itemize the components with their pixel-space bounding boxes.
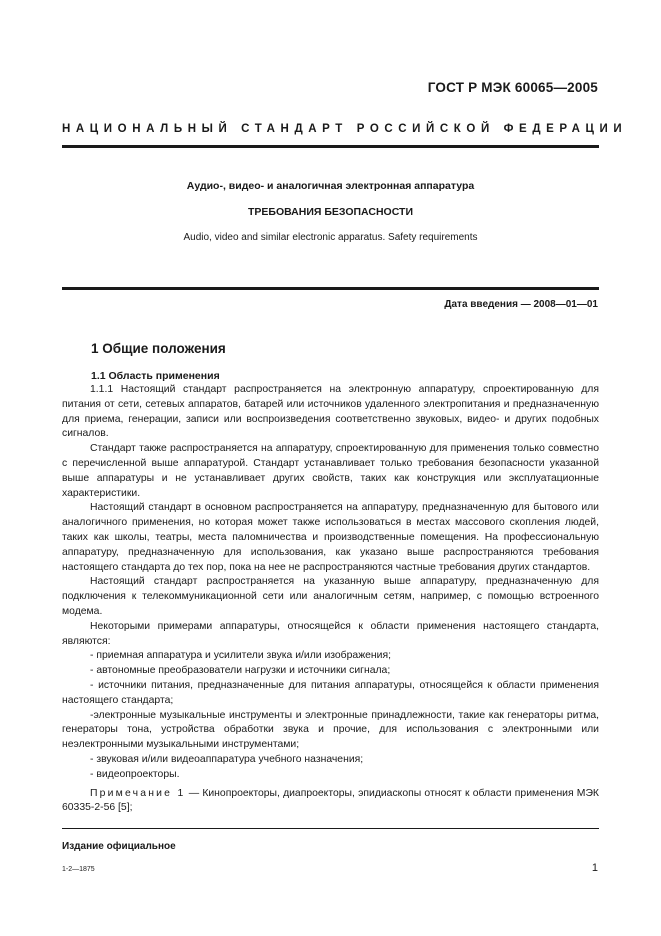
page-number: 1 <box>591 862 598 874</box>
note-text: — Кинопроекторы, диапроекторы, эпидиаскопы относят к области применения МЭК 60335-2-56 [5]; <box>62 787 599 814</box>
title-divider <box>62 287 599 290</box>
footer-divider <box>62 828 599 829</box>
document-code: ГОСТ Р МЭК 60065—2005 <box>427 80 598 95</box>
print-code: 1-2—1875 <box>62 866 95 873</box>
list-item: - источники питания, предназначенные для питания аппаратуры, относящейся к области применения настоящего стандарта; <box>62 679 599 706</box>
list-item: -электронные музыкальные инструменты и электронные принадлежности, такие как генераторы ритма, генераторы тона, устройства обработки звука и прочие, для использования с электронными или неэлектронными музыкальными инструментами; <box>62 709 599 751</box>
edition-label: Издание официальное <box>62 841 176 852</box>
subsection-heading: 1.1 Область применения <box>91 370 220 382</box>
paragraph: 1.1.1 Настоящий стандарт распространяется на электронную аппаратуру, спроектированную для питания от сети, сетевых аппаратов, батарей или источников удаленного электропитания и предназначенную для приема, генерации, записи или воспроизведения соответственно звуковых, видео- и других подобных сигналов. <box>62 384 599 440</box>
paragraph: Некоторыми примерами аппаратуры, относящейся к области применения настоящего стандарта, являются: <box>62 620 599 647</box>
note <box>62 787 599 817</box>
paragraph: Настоящий стандарт распространяется на указанную выше аппаратуру, предназначенную для подключения к телекоммуникационной сети или аналогичным сетям, например, с помощью встроенного модема. <box>62 576 599 617</box>
body-text <box>62 383 599 816</box>
national-standard-heading: НАЦИОНАЛЬНЫЙ СТАНДАРТ РОССИЙСКОЙ ФЕДЕРАЦИИ <box>62 123 628 135</box>
list-item: - приемная аппаратура и усилители звука и/или изображения; <box>90 650 391 662</box>
document-title-english: Audio, video and similar electronic apparatus. Safety requirements <box>183 232 478 243</box>
introduction-date: Дата введения — 2008—01—01 <box>444 299 598 310</box>
document-subtitle: ТРЕБОВАНИЯ БЕЗОПАСНОСТИ <box>247 206 413 218</box>
paragraph: Стандарт также распространяется на аппаратуру, спроектированную для применения только совместно с перечисленной выше аппаратурой. Стандарт устанавливает только требования безопасности указанной выше аппаратуры и не устанавливает других свойств, таких как конструкция или эксплуатационные характеристики. <box>62 443 599 499</box>
paragraph: Настоящий стандарт в основном распространяется на аппаратуру, предназначенную для бытового или аналогичного применения, но которая может также использоваться в местах массового скопления людей, таких как школы, театры, места паломничества и производственные помещения. На профессиональную аппаратуру, предназначенную для использования, как указано выше распространяются требования настоящего стандарта до тех пор, пока на нее не распространяются частные требования других стандартов. <box>62 502 599 573</box>
header-divider <box>62 145 599 148</box>
note-label: Примечание 1 <box>90 787 186 799</box>
list-item: - автономные преобразователи нагрузки и источники сигнала; <box>90 665 391 677</box>
list-item: - видеопроекторы. <box>90 768 180 780</box>
list-item: - звуковая и/или видеоаппаратура учебного назначения; <box>90 753 364 765</box>
document-title: Аудио-, видео- и аналогичная электронная аппаратура <box>186 180 475 192</box>
section-heading: 1 Общие положения <box>91 341 226 356</box>
